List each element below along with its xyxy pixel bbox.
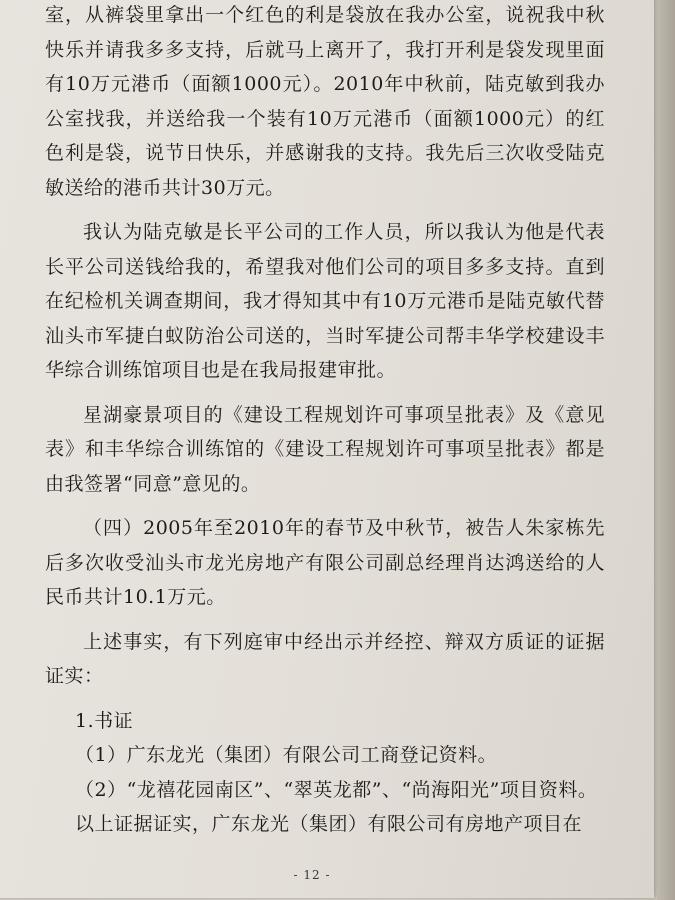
document-body bbox=[45, 0, 605, 842]
evidence-conclusion: 以上证据证实，广东龙光（集团）有限公司有房地产项目在 bbox=[75, 813, 583, 835]
paragraph-continuation: 室，从裤袋里拿出一个红色的利是袋放在我办公室，说祝我中秋快乐并请我多多支持，后就马上离开了，我打开利是袋发现里面有10万元港币（面额1000元）。2010年中秋前，陆克敏到我办公室找我，并送给我一个装有10万元港币（面额1000元）的红色利是袋，说节日快乐，并感谢我的支持。我先后三次收受陆克敏送给的港币共计30万元。 bbox=[45, 4, 605, 199]
evidence-heading: 1.书证 bbox=[75, 709, 134, 732]
paragraph-belief: 我认为陆克敏是长平公司的工作人员，所以我认为他是代表长平公司送钱给我的，希望我对他们公司的项目多多支持。直到在纪检机关调查期间，我才得知其中有10万元港币是陆克敏代替汕头市军捷白蚁防治公司送的，当时军捷公司帮丰华学校建设丰华综合训练馆项目也是在我局报建审批。 bbox=[45, 221, 605, 381]
evidence-item-2: （2）“龙禧花园南区”、“翠英龙都”、“尚海阳光”项目资料。 bbox=[75, 778, 598, 801]
paragraph-evidence-intro: 上述事实，有下列庭审中经出示并经控、辩双方质证的证据证实： bbox=[45, 630, 605, 687]
paragraph-section-four: （四）2005年至2010年的春节及中秋节，被告人朱家栋先后多次收受汕头市龙光房地产有限公司副总经理肖达鸿送给的人民币共计10.1万元。 bbox=[45, 517, 605, 608]
page-edge bbox=[657, 0, 675, 900]
paragraph-approval: 星湖豪景项目的《建设工程规划许可事项呈批表》及《意见表》和丰华综合训练馆的《建设工程规划许可事项呈批表》都是由我签署“同意”意见的。 bbox=[45, 403, 605, 495]
evidence-item-1: （1）广东龙光（集团）有限公司工商登记资料。 bbox=[75, 744, 498, 766]
page-number: - 12 - bbox=[293, 868, 331, 882]
